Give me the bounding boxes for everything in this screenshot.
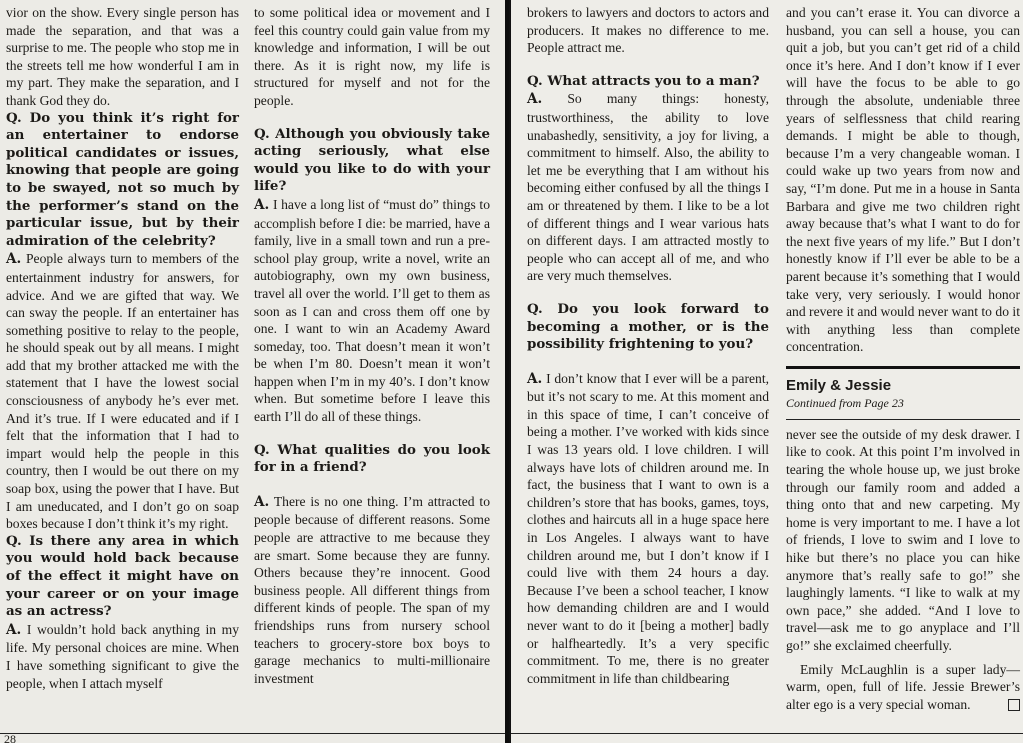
- answer-text: I wouldn’t hold back anything in my life. My personal choices are mine. When I have something significant to give the people, when I attach myself: [6, 621, 239, 691]
- interview-answer: [254, 196, 490, 426]
- interview-answer: [527, 90, 769, 285]
- footer-rule-right: [511, 733, 1023, 734]
- sidebar-title: Emily & Jessie: [786, 376, 892, 394]
- right-column-2: [786, 4, 1020, 713]
- answer-label: A.: [254, 196, 270, 213]
- sidebar-rule: [786, 419, 1020, 420]
- interview-question: Q. Do you look forward to becoming a mother, or is the possibility frightening to you?: [527, 300, 769, 353]
- interview-answer: [527, 370, 769, 688]
- answer-text: There is no one thing. I’m attracted to people because of different reasons. Some people are attractive to me because they are smart. Some because they are funny. Others because they’re innocent. Good business people. All different things from different kinds of people. The span of my friendships runs from nursery school teachers to grocery-store box boys to garage mechanics to multi-millionaire investment: [254, 493, 490, 686]
- body-paragraph: to some political idea or movement and I feel this country could gain value from my knowledge and information, I will be out there. As it is right now, my life is structured for myself and not for the people.: [254, 5, 490, 108]
- left-column-1: [6, 4, 239, 692]
- sidebar-paragraph-closing: [786, 661, 1020, 714]
- interview-question: Q. Do you think it’s right for an entertainer to endorse political candidates or issues, knowing that people are going to be swayed, not so much by the performer’s stand on the particular issue, but by their admiration of the celebrity?: [6, 109, 239, 249]
- answer-text: So many things: honesty, trustworthiness, the ability to love unabashedly, sensitivity, a joy for living, a commitment to himself. Also, the ability to let me be everything that I am without his becoming either confused by all the things I am or threatened by them. I like to be a lot of different things and I wear various hats on different days. I am attracted mostly to people who can accept all of me, and who are very much themselves.: [527, 91, 769, 284]
- body-paragraph: vior on the show. Every single person has made the separation, and that was a surprise to me. The people who stop me in the streets tell me how wonderful I am in my part. They make the separation, and I thank God they do.: [6, 5, 239, 108]
- body-paragraph: brokers to lawyers and doctors to actors and producers. It makes no difference to me. People attract me.: [527, 5, 769, 56]
- footer-rule: [0, 733, 505, 734]
- interview-question: Q. What attracts you to a man?: [527, 72, 760, 89]
- answer-label: A.: [527, 370, 543, 387]
- interview-question: Q. What qualities do you look for in a friend?: [254, 441, 490, 476]
- left-column-2: [254, 4, 490, 687]
- answer-label: A.: [527, 91, 543, 108]
- interview-answer: [254, 493, 490, 688]
- column-text: and you can’t erase it. You can divorce a husband, you can sell a house, you can quit a job, but you can’t get rid of a child once it’s here. And I don’t know if I ever will have the focus to be able to go through the absolute, undeniable three years of selflessness that child rearing demands. I might be able to though, because I’m a very changeable woman. I could wake up two years from now and say, “I’m done. Put me in a house in Santa Barbara and give me two children right away because that’s what I want to do for the next five years of my life.” But I don’t honestly know if I’ll ever be able to be a parent because it’s something that I would take very, very seriously. I would honor and revere it and would never want to do it with anything less than complete concentration.: [786, 5, 1020, 355]
- answer-label: A.: [254, 493, 270, 510]
- right-page: [509, 0, 1023, 743]
- answer-label: A.: [6, 251, 22, 268]
- interview-question: Q. Although you obviously take acting seriously, what else would you like to do with your life?: [254, 125, 490, 195]
- answer-text: I don’t know that I ever will be a parent, but it’s not scary to me. At this moment and in this space of time, I can’t conceive of being a mother. I’ve worked with kids since I was 13 years old. I love children. I will always have lots of children around me. In fact, the business that I want to own is a children’s store that has books, games, toys, clothes and haircuts all in a huge space here in Los Angeles. I always want to have children around me, but I don’t know if I could live with them 24 hours a day. Because I’ve been a school teacher, I know how demanding children are and I would never want to do it [being a mother] badly or halfheartedly. It’s a very specific commitment. To me, there is no greater commitment in life than childbearing: [527, 370, 769, 686]
- answer-label: A.: [6, 621, 22, 638]
- answer-text: I have a long list of “must do” things to accomplish before I die: be married, have a family, live in a small town and run a pre-school play group, write a novel, write an autobiography, own my own business, travel all over the world. I’ll get to them as soon as I can and cross them off one by one. I want to win an Academy Award someday, too. That doesn’t mean it won’t be when I’m 80. Doesn’t mean it won’t happen when I’m in my 40’s. I don’t know when. But sometime before I leave this earth I’ll do all of these things.: [254, 196, 490, 425]
- end-mark-icon: [1008, 699, 1020, 711]
- left-page: [0, 0, 507, 743]
- page-number: 28: [4, 732, 16, 743]
- sidebar-subtitle: Continued from Page 23: [786, 395, 904, 410]
- right-column-1: [527, 4, 769, 687]
- interview-answer: [6, 250, 239, 533]
- sidebar-closing-text: Emily McLaughlin is a super lady—warm, open, full of life. Jessie Brewer’s alter ego is a very special woman.: [786, 661, 1020, 712]
- sidebar-paragraph: never see the outside of my desk drawer. I like to cook. At this point I’m involved in tearing the whole house up, we just broke through our family room and added a thing onto that and new carpeting. My home is very important to me. I have a lot of friends, I love to swim and I love to hike but there’s no place you can hike anymore that’s really safe to go!” she laughingly laments. “I like to walk at my own pace,” she added. “And I love to travel—ask me to go anyplace and I’ll go!” she exclaimed cheerfully.: [786, 426, 1020, 653]
- interview-answer: [6, 621, 239, 692]
- interview-question: Q. Is there any area in which you would hold back because of the effect it might have on your career or on your image as an actress?: [6, 532, 239, 620]
- sidebar-divider: [786, 366, 1020, 369]
- answer-text: People always turn to members of the entertainment industry for answers, for advice. And we are gifted that way. We can sway the people. If an entertainer has something positive to relay to the people, he should speak out by all means. I might add that my brother attacked me with the statement that I have the lowest social consciousness of anybody he’s ever met. And it’s true. If I were educated and if I felt that the information that I had to impart would help the people in this country, then I would be out there on my soap box, using the power that I have. But I am uneducated, and I don’t go on soap boxes because I don’t think it’s my right.: [6, 251, 239, 532]
